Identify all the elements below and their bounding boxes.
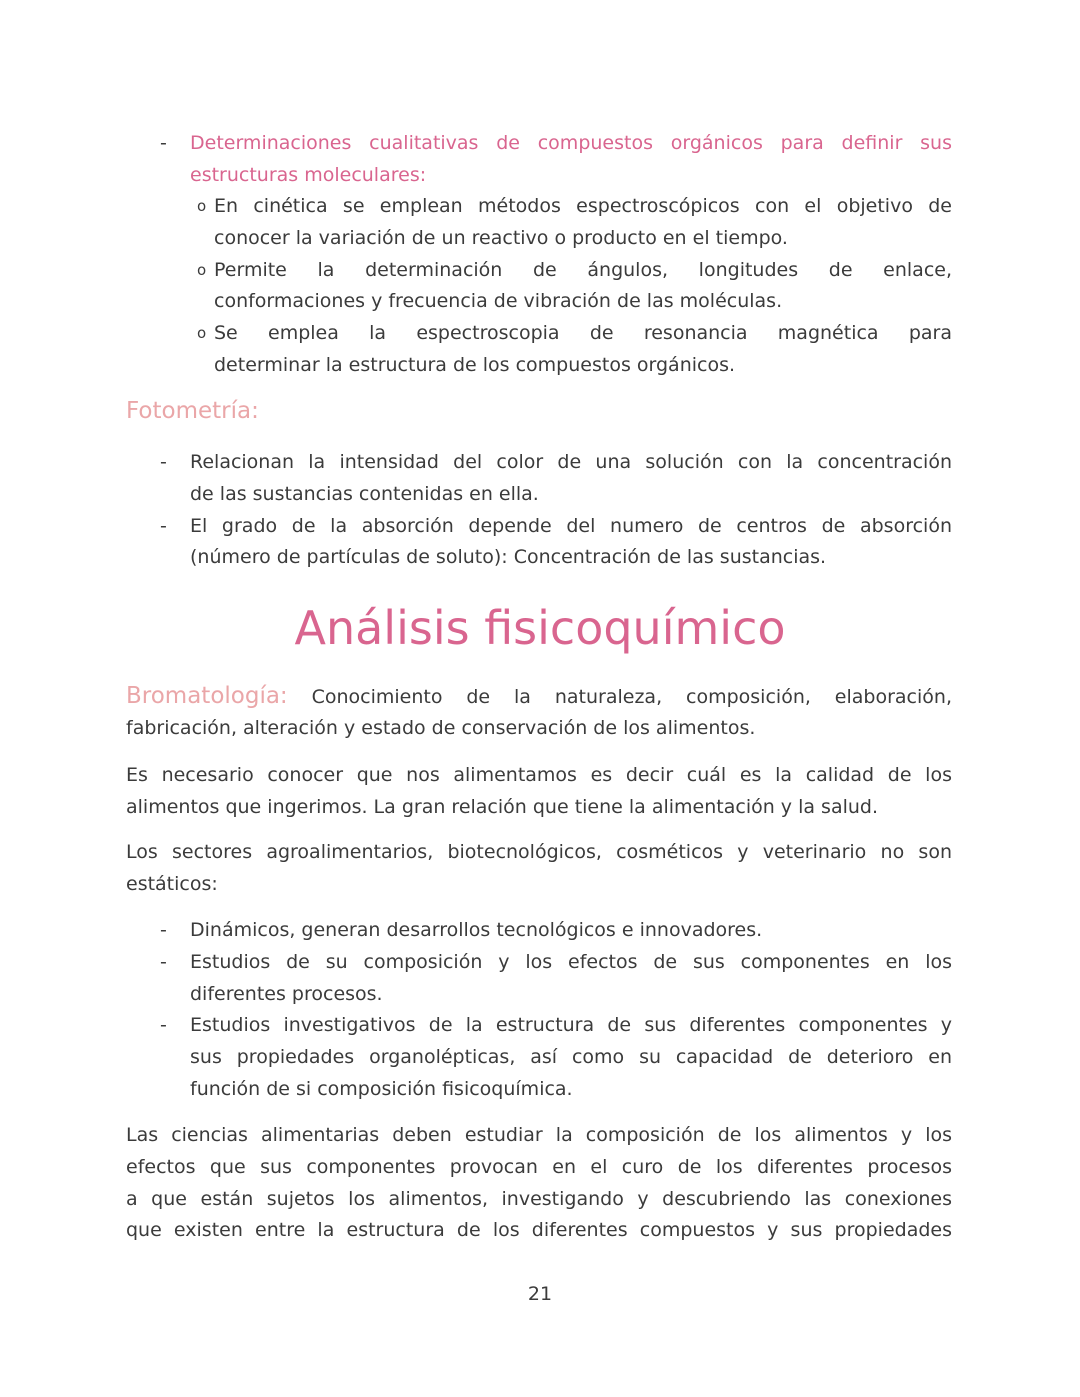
text-line: estructuras moleculares: [190,163,427,186]
fotometria-list [160,447,952,574]
text-line: función de si composición fisicoquímica. [190,1077,573,1100]
text-line: Las ciencias alimentarias deben estudiar la composición de los alimentos y los [126,1124,952,1146]
list-item [197,318,952,382]
paragraph-1 [126,760,952,824]
text-line: En cinética se emplean métodos espectroscópicos con el objetivo de [214,195,952,217]
text-line: a que están sujetos los alimentos, investigando y descubriendo las conexiones [126,1187,952,1210]
dash-bullet: - [160,1014,167,1037]
list-item [197,255,952,319]
text-line: fabricación, alteración y estado de conservación de los alimentos. [126,716,756,739]
text-line: diferentes procesos. [190,982,383,1005]
dash-bullet: - [160,919,167,941]
dash-bullet: - [160,514,167,537]
list-item [160,947,952,1011]
section-title: Análisis fisicoquímico [294,601,786,655]
text-line: de las sustancias contenidas en ella. [190,482,539,505]
paragraph-3 [126,1120,952,1247]
list-item [197,191,952,255]
qualitative-heading-item [160,128,952,192]
circle-bullet: o [197,324,207,343]
text-line: Bromatología: Conocimiento de la naturaleza, composición, elaboración, [126,683,952,709]
text-line: (número de partículas de soluto): Concentración de las sustancias. [190,546,827,569]
text-line: estáticos: [126,872,218,895]
text-line: conocer la variación de un reactivo o producto en el tiempo. [214,226,788,249]
list-item [160,915,952,947]
text-line: conformaciones y frecuencia de vibración de las moléculas. [214,290,783,313]
text-line: determinar la estructura de los compuestos orgánicos. [214,353,736,376]
text-line: Dinámicos, generan desarrollos tecnológicos e innovadores. [190,919,763,941]
circle-bullet: o [197,197,207,215]
text-line: alimentos que ingerimos. La gran relación que tiene la alimentación y la salud. [126,795,879,818]
text-line: sus propiedades organolépticas, así como su capacidad de deterioro en [190,1046,952,1069]
text-line: El grado de la absorción depende del numero de centros de absorción [190,514,952,537]
text-line: que existen entre la estructura de los diferentes compuestos y sus propiedades [126,1219,952,1242]
dash-bullet: - [160,950,167,973]
text-line: Permite la determinación de ángulos, longitudes de enlace, [214,258,952,281]
bromatologia-term: Bromatología: [126,683,288,709]
dash-bullet: - [160,132,167,154]
circle-bullet: o [197,260,207,279]
text-line: Los sectores agroalimentarios, biotecnológicos, cosméticos y veterinario no son [126,841,952,863]
text-line: efectos que sus componentes provocan en el curo de los diferentes procesos [126,1155,952,1178]
paragraph-2 [126,837,952,901]
sub-list [197,191,952,382]
bromatologia-paragraph [126,681,952,745]
list-item [160,447,952,511]
list-2 [160,915,952,1106]
fotometria-heading: Fotometría: [126,398,259,424]
list-item [160,511,952,575]
text-line: Estudios investigativos de la estructura de sus diferentes componentes y [190,1014,952,1037]
list-item [160,1010,952,1105]
text-line: Es necesario conocer que nos alimentamos es decir cuál es la calidad de los [126,764,952,786]
text-line: Relacionan la intensidad del color de una solución con la concentración [190,451,952,473]
dash-bullet: - [160,451,167,473]
page-number: 21 [527,1283,553,1305]
text-line: Estudios de su composición y los efectos de sus componentes en los [190,950,952,973]
text-line: Se emplea la espectroscopia de resonancia magnética para [214,322,952,345]
text-line: Determinaciones cualitativas de compuestos orgánicos para definir sus [190,132,952,154]
